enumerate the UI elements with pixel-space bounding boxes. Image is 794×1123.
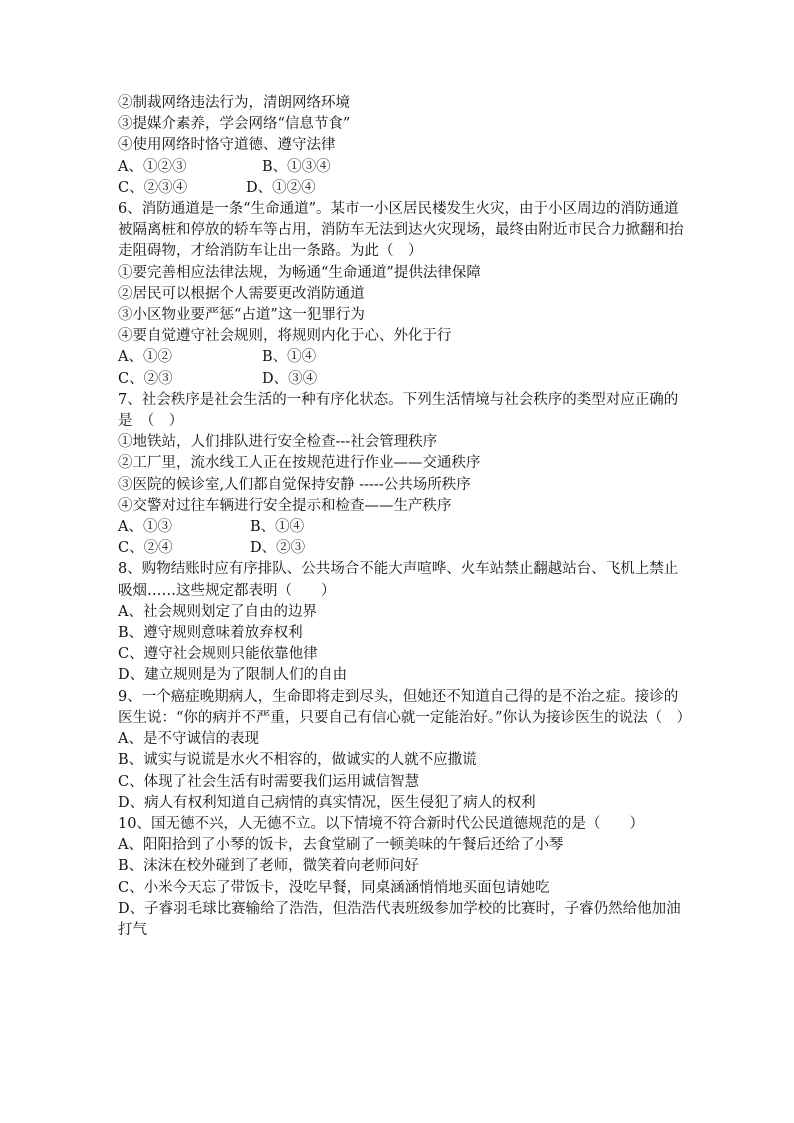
q5-option-b: B、①③④ bbox=[262, 158, 331, 175]
q6-item-4: ④要自觉遵守社会规则，将规则内化于心、外化于行 bbox=[118, 328, 452, 345]
q5-item-4: ④使用网络时恪守道德、遵守法律 bbox=[118, 137, 336, 154]
question-10 bbox=[118, 814, 686, 941]
q5-options-row-2 bbox=[118, 178, 686, 199]
q6-item-3: ③小区物业要严惩“占道”这一犯罪行为 bbox=[118, 307, 365, 324]
q8-option-a: A、社会规则划定了自由的边界 bbox=[118, 603, 317, 620]
q8-stem: 8、购物结账时应有序排队、公共场合不能大声喧哗、火车站禁止翻越站台、飞机上禁止吸烟……这些规定都表明（ ） bbox=[118, 561, 679, 599]
q7-options-row-1 bbox=[118, 517, 686, 538]
q6-item-2: ②居民可以根据个人需要更改消防通道 bbox=[118, 285, 365, 302]
q6-option-a: A、①② bbox=[118, 349, 172, 366]
q6-options-row-2 bbox=[118, 369, 686, 390]
q7-option-d: D、②③ bbox=[250, 540, 306, 557]
q7-stem: 7、社会秩序是社会生活的一种有序化状态。下列生活情境与社会秩序的类型对应正确的是 （ ） bbox=[118, 391, 679, 430]
q7-item-2: ②工厂里，流水线工人正在按规范进行作业——交通秩序 bbox=[118, 455, 481, 472]
q7-option-a: A、①③ bbox=[118, 519, 172, 536]
q7-item-4: ④交警对过往车辆进行安全提示和检查——生产秩序 bbox=[118, 497, 452, 514]
q6-item-1: ①要完善相应法律法规，为畅通“生命通道”提供法律保障 bbox=[118, 264, 481, 281]
q9-stem: 9、一个癌症晚期病人，生命即将走到尽头，但她还不知道自己得的是不治之症。接诊的医生说：“你的病并不严重，只要自己有信心就一定能治好。”你认为接诊医生的说法（ ） bbox=[118, 688, 692, 726]
q5-option-a: A、①②③ bbox=[118, 158, 187, 175]
q5-item-3: ③提媒介素养，学会网络“信息节食” bbox=[118, 116, 351, 133]
q5-item-2: ②制裁网络违法行为，清朗网络环境 bbox=[118, 95, 350, 111]
q9-option-d: D、病人有权利知道自己病情的真实情况，医生侵犯了病人的权利 bbox=[118, 794, 536, 811]
q9-option-c: C、体现了社会生活有时需要我们运用诚信智慧 bbox=[118, 773, 420, 790]
q7-item-1: ①地铁站，人们排队进行安全检查---社会管理秩序 bbox=[118, 434, 438, 451]
q7-option-c: C、②④ bbox=[118, 540, 173, 557]
question-7 bbox=[118, 390, 686, 560]
q10-option-c: C、小米今天忘了带饭卡，没吃早餐，同桌涵涵悄悄地买面包请她吃 bbox=[118, 879, 550, 896]
question-8 bbox=[118, 559, 686, 686]
q8-option-d: D、建立规则是为了限制人们的自由 bbox=[118, 667, 348, 684]
q6-stem: 6、消防通道是一条“生命通道”。某市一小区居民楼发生火灾，由于小区周边的消防通道被隔离桩和停放的轿车等占用，消防车无法到达火灾现场，最终由附近市民合力掀翻和抬走阻碍物，才给消防车让出一条路。为此（ ） bbox=[118, 201, 684, 260]
q8-option-c: C、遵守社会规则只能依靠他律 bbox=[118, 646, 318, 663]
q7-options-row-2 bbox=[118, 538, 686, 559]
q5-option-d: D、①②④ bbox=[246, 179, 316, 196]
q10-option-a: A、阳阳拾到了小琴的饭卡，去食堂刷了一顿美味的午餐后还给了小琴 bbox=[118, 837, 564, 854]
question-6 bbox=[118, 199, 686, 390]
q10-stem: 10、国无德不兴，人无德不立。以下情境不符合新时代公民道德规范的是（ ） bbox=[118, 815, 644, 832]
q5-options-row-1 bbox=[118, 157, 686, 178]
q10-option-b: B、沫沫在校外碰到了老师，微笑着向老师问好 bbox=[118, 858, 419, 875]
q6-option-b: B、①④ bbox=[262, 349, 317, 366]
q10-option-d: D、子睿羽毛球比赛输给了浩浩，但浩浩代表班级参加学校的比赛时，子睿仍然给他加油打气 bbox=[118, 900, 681, 938]
q5-option-c: C、②③④ bbox=[118, 179, 188, 196]
q7-option-b: B、①④ bbox=[250, 519, 305, 536]
q9-option-a: A、是不守诚信的表现 bbox=[118, 731, 259, 748]
q9-option-b: B、诚实与说谎是水火不相容的，做诚实的人就不应撒谎 bbox=[118, 752, 477, 769]
exam-page bbox=[118, 93, 692, 941]
q8-option-b: B、遵守规则意味着放弃权利 bbox=[118, 625, 303, 642]
question-9 bbox=[118, 687, 692, 814]
q7-item-3: ③医院的候诊室,人们都自觉保持安静 -----公共场所秩序 bbox=[118, 476, 471, 493]
q6-option-c: C、②③ bbox=[118, 370, 173, 387]
q6-options-row-1 bbox=[118, 347, 686, 368]
q6-option-d: D、③④ bbox=[262, 370, 318, 387]
question-5-continued bbox=[118, 93, 686, 199]
